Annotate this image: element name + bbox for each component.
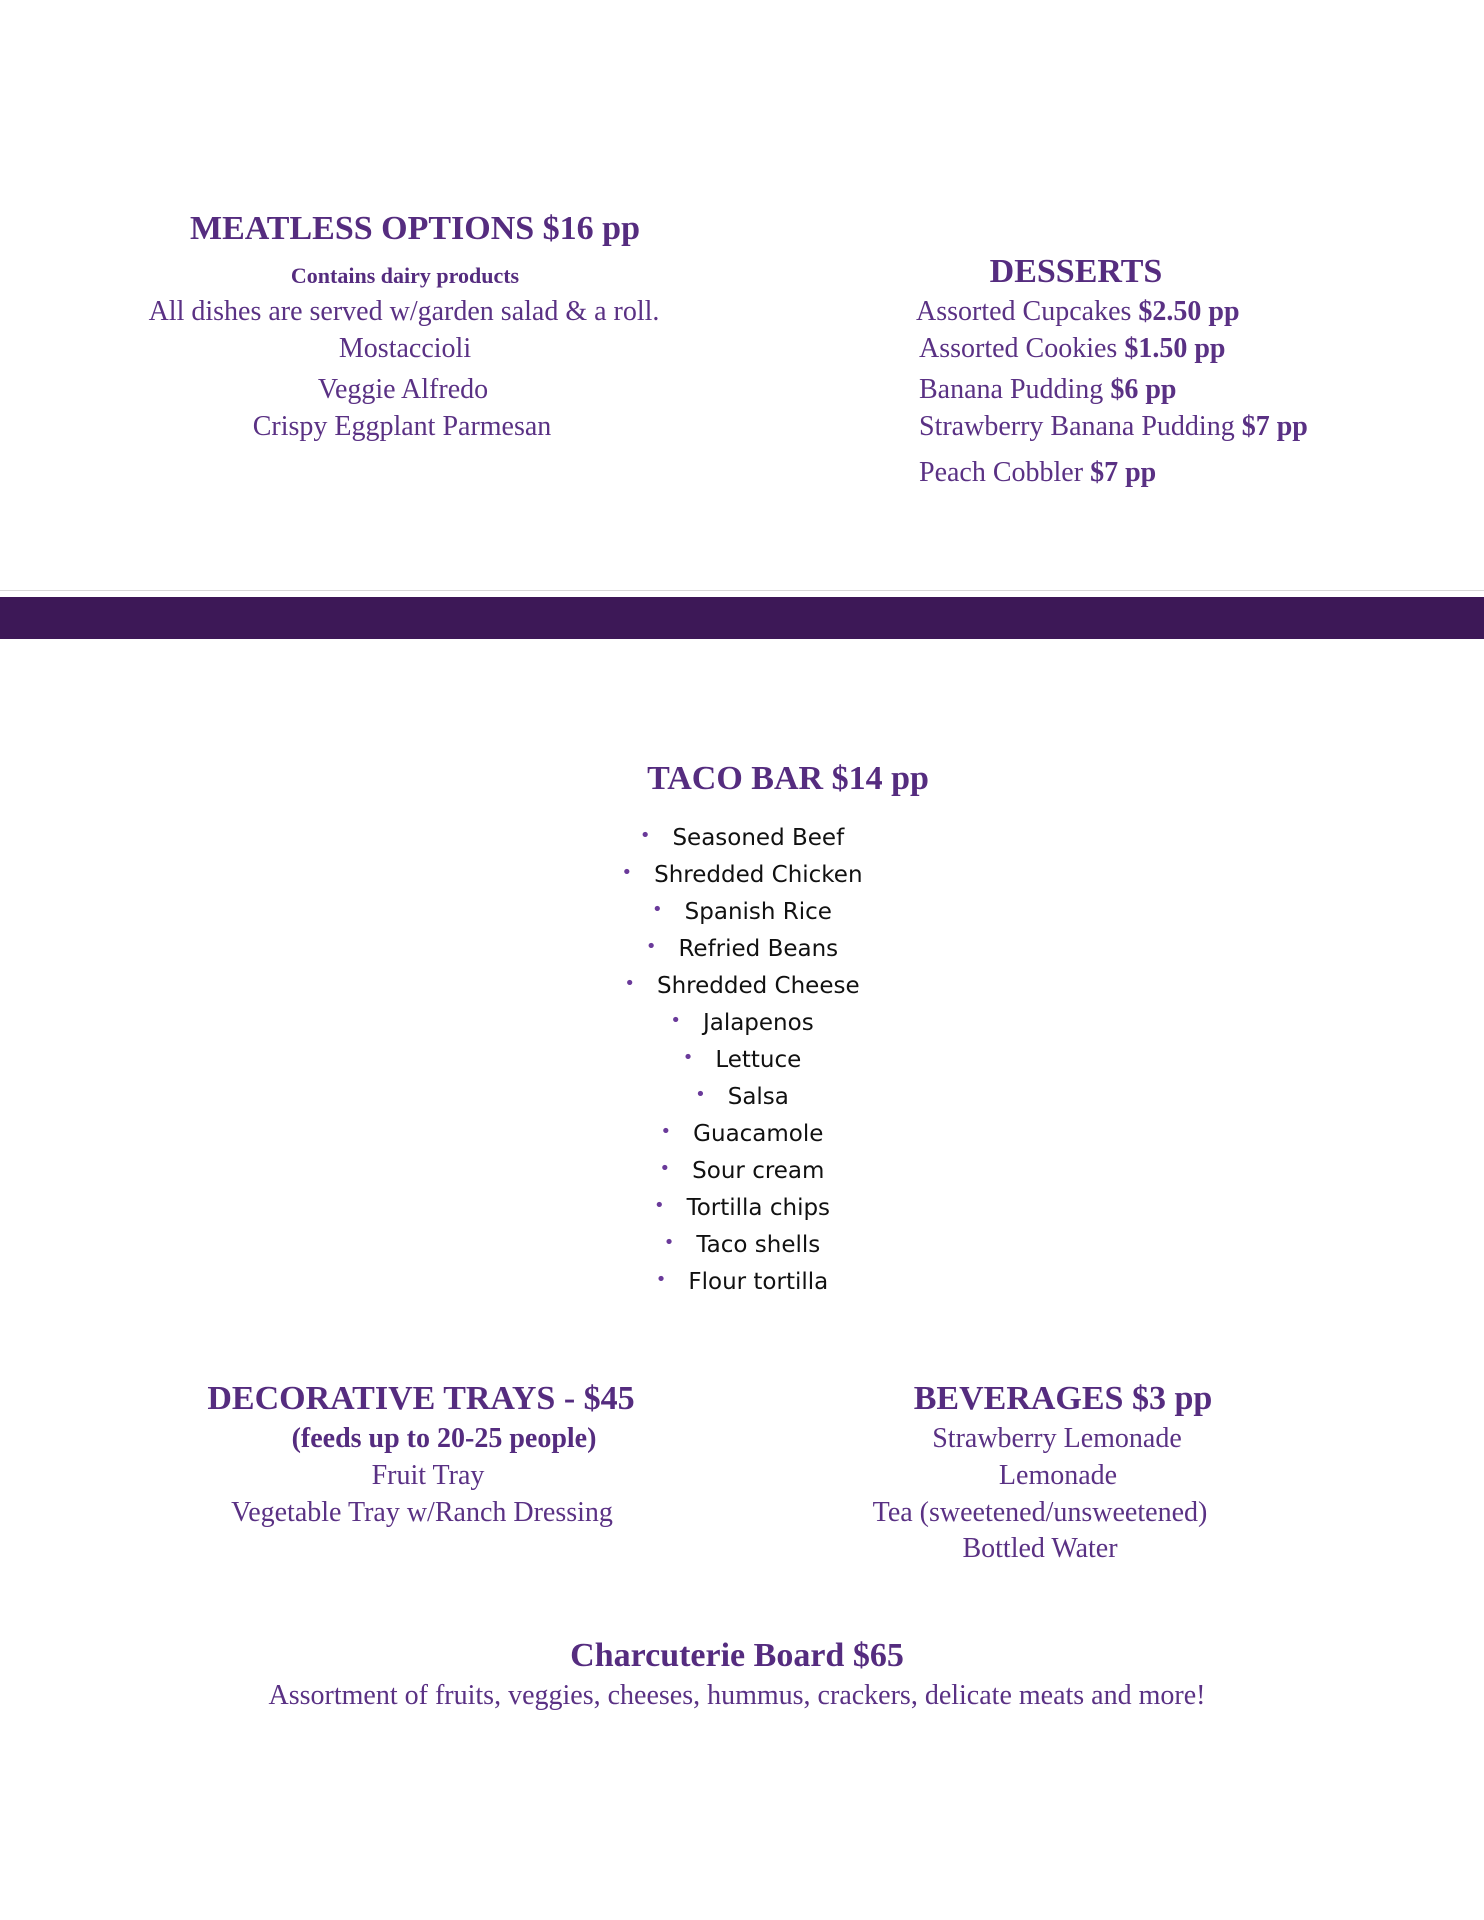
list-item: • Refried Beans	[645, 936, 839, 962]
bullet-icon: •	[659, 1158, 671, 1179]
trays-title: DECORATIVE TRAYS - $45	[207, 1380, 635, 1417]
trays-note: (feeds up to 20-25 people)	[291, 1423, 597, 1454]
list-item: • Spanish Rice	[652, 899, 832, 925]
meatless-title: MEATLESS OPTIONS $16 pp	[189, 210, 641, 247]
meatless-note: Contains dairy products	[290, 263, 520, 288]
taco-bar-title: TACO BAR $14 pp	[647, 760, 929, 797]
list-item: • Guacamole	[660, 1121, 824, 1147]
list-item: • Jalapenos	[670, 1010, 814, 1036]
tray-item: Vegetable Tray w/Ranch Dressing	[231, 1497, 613, 1528]
dessert-item: Peach Cobbler $7 pp	[919, 457, 1157, 488]
bullet-icon: •	[652, 899, 663, 920]
meatless-served: All dishes are served w/garden salad & a roll.	[148, 296, 660, 327]
list-item: • Flour tortilla	[655, 1269, 829, 1295]
bullet-icon: •	[663, 1232, 675, 1253]
meatless-item: Crispy Eggplant Parmesan	[252, 411, 552, 442]
bullet-icon: •	[670, 1010, 681, 1031]
meatless-item: Mostaccioli	[338, 333, 472, 364]
bullet-icon: •	[639, 825, 651, 846]
beverages-title: BEVERAGES $3 pp	[913, 1380, 1213, 1417]
taco-bar-list	[0, 820, 1484, 1301]
bullet-icon: •	[695, 1084, 706, 1105]
bullet-icon: •	[621, 862, 633, 883]
desserts-title: DESSERTS	[989, 253, 1163, 290]
beverage-item: Tea (sweetened/unsweetened)	[872, 1497, 1208, 1528]
beverage-item: Bottled Water	[962, 1533, 1118, 1564]
list-item: • Tortilla chips	[653, 1195, 831, 1221]
bullet-icon: •	[653, 1195, 665, 1216]
list-item: • Shredded Chicken	[621, 862, 863, 888]
dessert-item: Assorted Cupcakes $2.50 pp	[916, 296, 1240, 327]
charcuterie-description: Assortment of fruits, veggies, cheeses, hummus, crackers, delicate meats and more!	[268, 1680, 1206, 1711]
beverage-item: Lemonade	[998, 1460, 1118, 1491]
bullet-icon: •	[660, 1121, 672, 1142]
divider-line	[0, 590, 1484, 591]
list-item: • Sour cream	[659, 1158, 825, 1184]
tray-item: Fruit Tray	[371, 1460, 485, 1491]
charcuterie-title: Charcuterie Board $65	[570, 1637, 904, 1674]
list-item: • Salsa	[695, 1084, 789, 1110]
bullet-icon: •	[645, 936, 657, 957]
list-item: • Taco shells	[663, 1232, 821, 1258]
list-item: • Shredded Cheese	[624, 973, 860, 999]
list-item: • Lettuce	[682, 1047, 802, 1073]
bullet-icon: •	[655, 1269, 667, 1290]
meatless-item: Veggie Alfredo	[317, 374, 489, 405]
dessert-item: Assorted Cookies $1.50 pp	[919, 333, 1226, 364]
list-item: • Seasoned Beef	[639, 825, 845, 851]
dessert-item: Banana Pudding $6 pp	[919, 374, 1177, 405]
bullet-icon: •	[682, 1047, 694, 1068]
beverage-item: Strawberry Lemonade	[932, 1423, 1182, 1454]
divider-band	[0, 597, 1484, 639]
bullet-icon: •	[624, 973, 635, 994]
dessert-item: Strawberry Banana Pudding $7 pp	[919, 411, 1308, 442]
